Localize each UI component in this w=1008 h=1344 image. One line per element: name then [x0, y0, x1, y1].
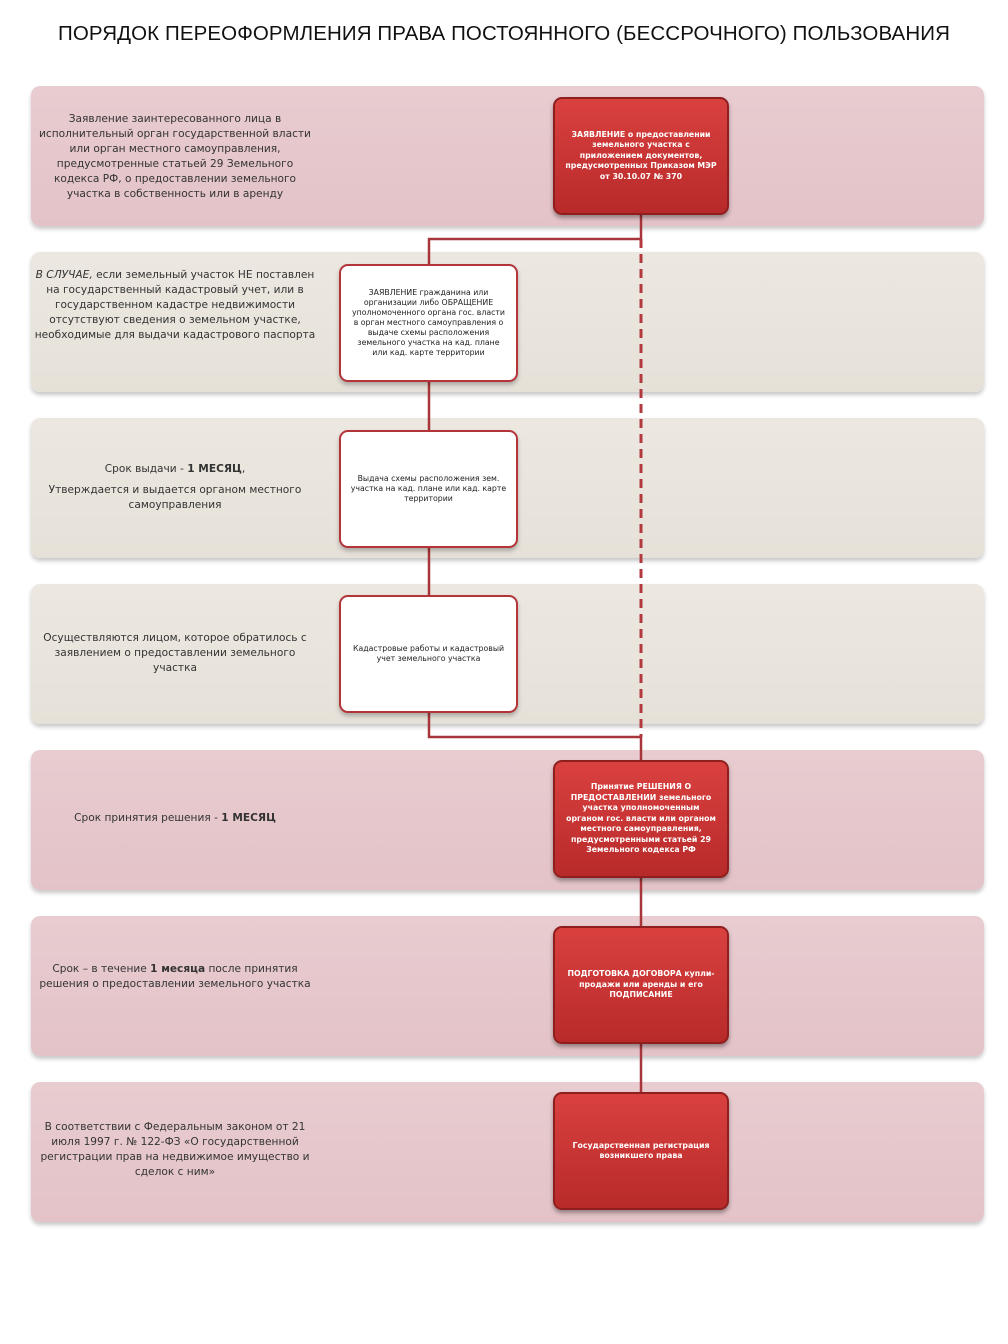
stage-3-box: Выдача схемы расположения зем. участка на кад. плане или кад. карте территории: [339, 430, 518, 548]
stage-3-description: Срок выдачи - 1 МЕСЯЦ, Утверждается и выдается органом местного самоуправления: [34, 462, 316, 513]
stage-5-description: Срок принятия решения - 1 МЕСЯЦ: [74, 812, 276, 824]
stage-4-description: Осуществляются лицом, которое обратилось с заявлением о предоставлении земельного участка: [43, 632, 307, 674]
stage-6-description: Срок – в течение 1 месяца после принятия решения о предоставлении земельного участка: [39, 963, 311, 990]
stage-7-box: Государственная регистрация возникшего права: [553, 1092, 729, 1210]
stage-2-description: В СЛУЧАЕ, если земельный участок НЕ поставлен на государственный кадастровый учет, или в государственном кадастре недвижимости отсутствуют сведения о земельном участке, необходимые для выдачи кадастрового паспорта: [34, 269, 316, 341]
stage-6-box: ПОДГОТОВКА ДОГОВОРА купли-продажи или аренды и его ПОДПИСАНИЕ: [553, 926, 729, 1044]
page-title: ПОРЯДОК ПЕРЕОФОРМЛЕНИЯ ПРАВА ПОСТОЯННОГО (БЕССРОЧНОГО) ПОЛЬЗОВАНИЯ: [58, 22, 950, 45]
stage-1-description: Заявление заинтересованного лица в исполнительный орган государственной власти или орган местного самоуправления, предусмотренные статьей 29 Земельного кодекса РФ, о предоставлении земельного участка в собственность или в аренду: [39, 113, 311, 200]
stage-2-box: ЗАЯВЛЕНИЕ гражданина или организации либо ОБРАЩЕНИЕ уполномоченного органа гос. власти в орган местного самоуправления о выдаче схемы расположения земельного участка на кад. плане или кад. карте территории: [339, 264, 518, 382]
stage-4-box: Кадастровые работы и кадастровый учет земельного участка: [339, 595, 518, 713]
stage-3-description-line2: Утверждается и выдается органом местного самоуправления: [48, 484, 302, 511]
stage-1-box: ЗАЯВЛЕНИЕ о предоставлении земельного участка с приложением документов, предусмотренных Приказом МЭР от 30.10.07 № 370: [553, 97, 729, 215]
stage-5-box: Принятие РЕШЕНИЯ О ПРЕДОСТАВЛЕНИИ земельного участка уполномоченным органом гос. власти или органом местного самоуправления, предусмотренными статьей 29 Земельного кодекса РФ: [553, 760, 729, 878]
stage-7-description: В соответствии с Федеральным законом от 21 июля 1997 г. № 122-ФЗ «О государственной регистрации прав на недвижимое имущество и сделок с ним»: [40, 1121, 310, 1178]
